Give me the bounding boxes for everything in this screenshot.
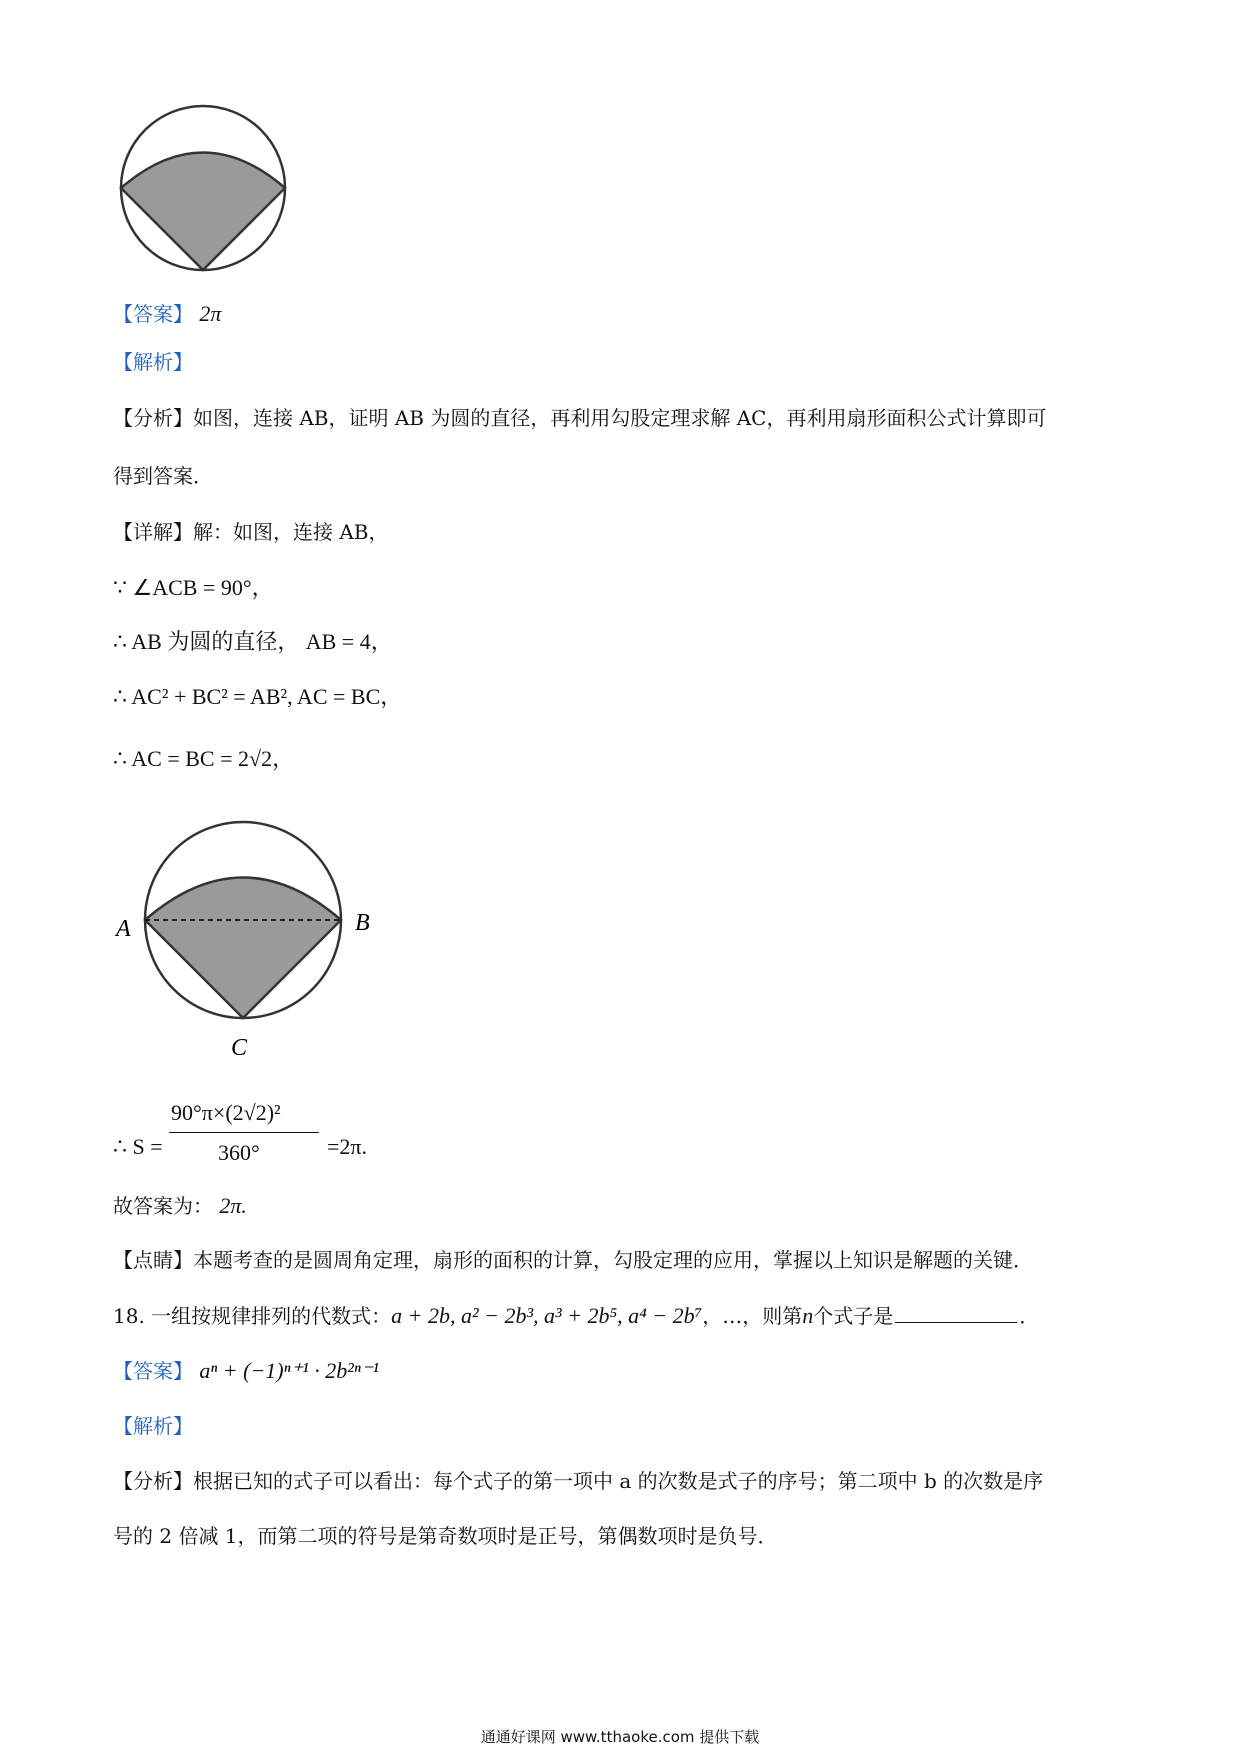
conclusion-value: 2π.	[219, 1193, 247, 1218]
label-c: C	[231, 1035, 248, 1061]
area-result: =2π.	[327, 1134, 368, 1159]
q18-stem	[113, 1302, 1039, 1330]
q18-sequence: a + 2b, a² − 2b³, a³ + 2b⁵, a⁴ − 2b⁷	[391, 1303, 703, 1328]
detail-text: 解：如图，连接 AB，	[193, 520, 389, 544]
conclusion-text: 故答案为：	[113, 1194, 213, 1218]
q18-analysis-label: 【解析】	[113, 1414, 193, 1438]
detail-label: 【详解】	[113, 520, 193, 544]
q18-n: n	[802, 1303, 814, 1328]
dianjing-text: 本题考查的是圆周角定理，扇形的面积的计算，勾股定理的应用，掌握以上知识是解题的关键．	[193, 1248, 1033, 1272]
q17-dianjing	[113, 1246, 1033, 1274]
answer-label: 【答案】	[113, 302, 193, 326]
q17-detail	[113, 518, 389, 546]
q17-step2	[113, 628, 393, 656]
q17-conclusion	[113, 1192, 247, 1220]
figure2-sector	[145, 878, 341, 1019]
label-b: B	[355, 910, 370, 936]
q18-fenxi-text: 根据已知的式子可以看出：每个式子的第一项中 a 的次数是式子的序号；第二项中 b 的次数是序	[193, 1469, 1044, 1493]
figure1-sector	[121, 153, 285, 271]
q18-fenxi-line1	[113, 1467, 1043, 1495]
q18-answer-value: aⁿ + (−1)ⁿ⁺¹ · 2b²ⁿ⁻¹	[199, 1358, 380, 1383]
area-denominator: 360°	[218, 1140, 260, 1165]
q18-answer-label: 【答案】	[113, 1359, 193, 1383]
page-footer: 通通好课网 www.tthaoke.com 提供下载	[480, 1728, 760, 1746]
step2b: AB = 4，	[305, 629, 393, 654]
q18-answer	[113, 1357, 379, 1385]
q17-answer	[113, 300, 221, 328]
q18-fenxi-label: 【分析】	[113, 1469, 193, 1493]
figure-circle-sector-1	[110, 100, 300, 280]
q17-step4: ∴ AC = BC = 2√2，	[113, 746, 295, 771]
q17-fenxi-line1	[113, 404, 1046, 432]
answer-value: 2π	[199, 301, 222, 326]
q18-number: 18.	[113, 1304, 145, 1328]
step2a: ∴ AB 为圆的直径，	[113, 629, 300, 654]
answer-blank[interactable]	[895, 1304, 1017, 1323]
q18-fenxi-line2: 号的 2 倍减 1，而第二项的符号是第奇数项时是正号，第偶数项时是负号．	[113, 1524, 778, 1548]
dianjing-label: 【点睛】	[113, 1248, 193, 1272]
q17-step3: ∴ AC² + BC² = AB², AC = BC，	[113, 684, 403, 709]
q17-step1: ∵ ∠ACB = 90°，	[113, 575, 274, 600]
q18-stem-end: ．	[1019, 1304, 1040, 1328]
q18-stem-c: 个式子是	[813, 1304, 894, 1328]
area-prefix: ∴ S =	[113, 1134, 163, 1159]
fenxi-label: 【分析】	[113, 406, 193, 430]
area-numerator: 90°π×(2√2)²	[171, 1100, 281, 1125]
fenxi-text: 如图，连接 AB，证明 AB 为圆的直径，再利用勾股定理求解 AC，再利用扇形面积公式计算即可	[193, 406, 1047, 430]
q18-stem-a: 一组按规律排列的代数式：	[151, 1304, 392, 1328]
q17-fenxi-line2: 得到答案．	[113, 464, 213, 488]
q17-analysis-label: 【解析】	[113, 350, 193, 374]
q18-stem-b: ，…，则第	[702, 1304, 803, 1328]
fraction-bar	[169, 1132, 319, 1133]
figure-circle-sector-2	[108, 800, 398, 1070]
label-a: A	[116, 916, 131, 942]
